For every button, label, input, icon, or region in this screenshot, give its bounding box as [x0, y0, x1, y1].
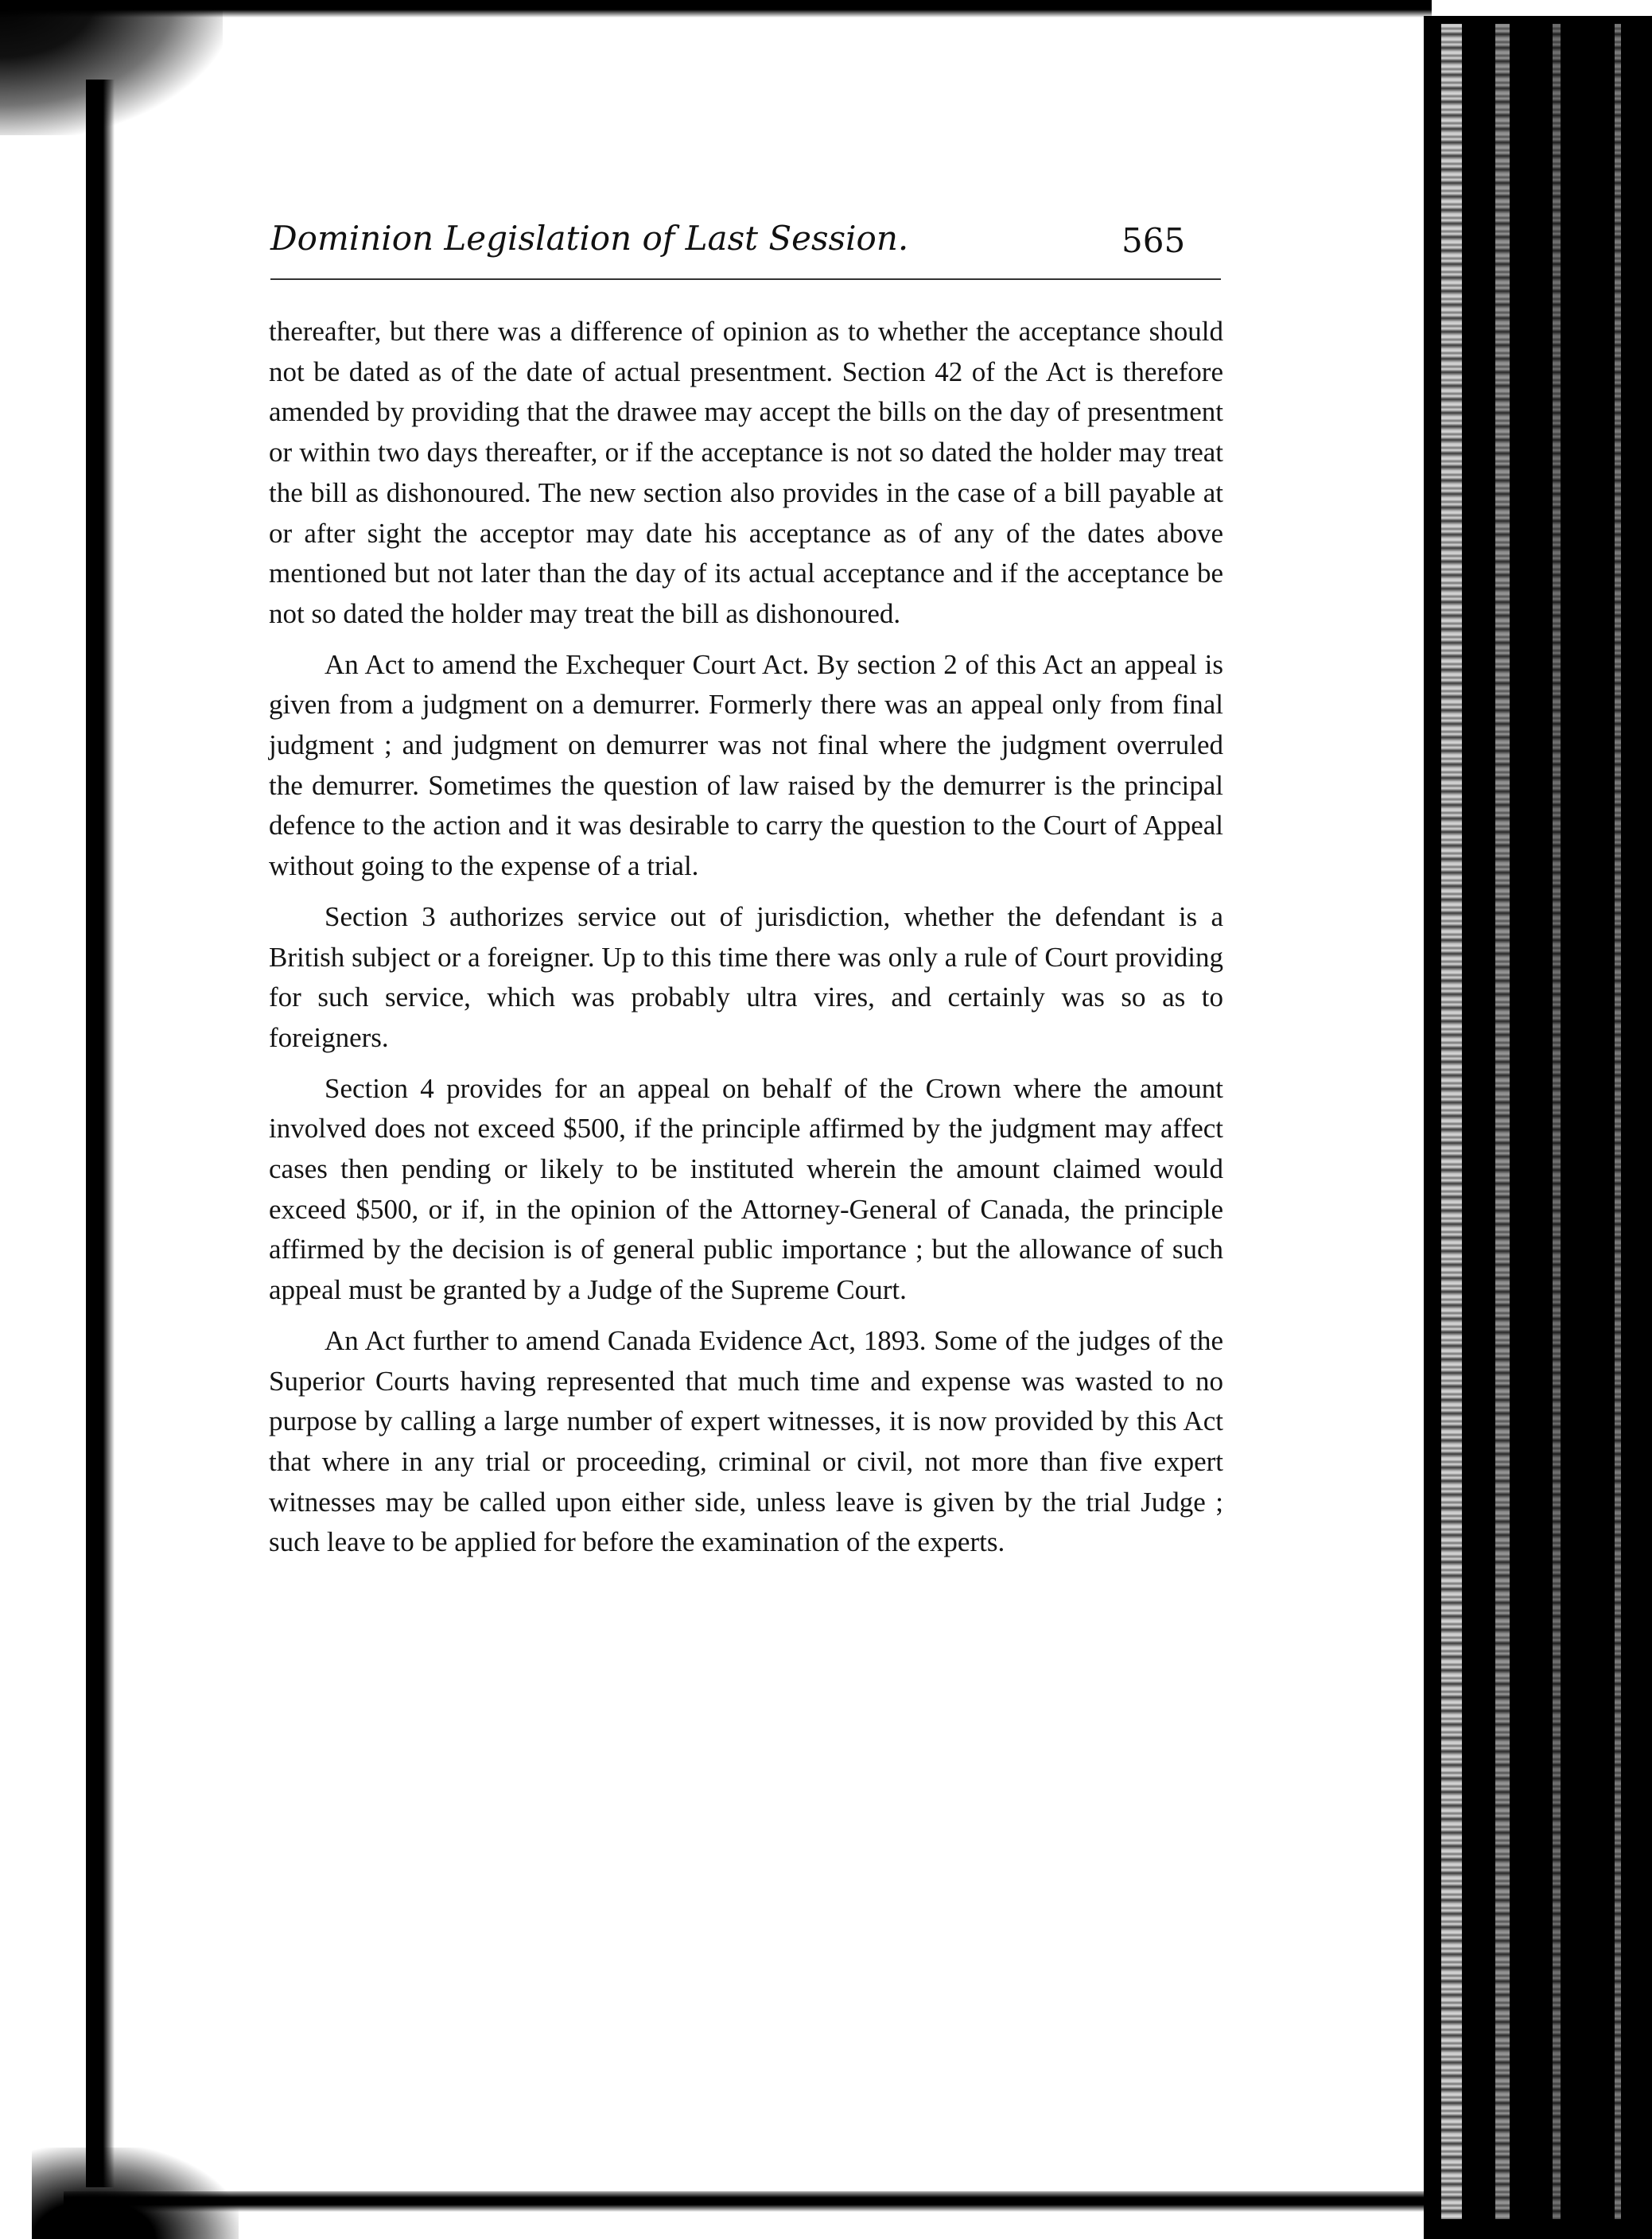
paragraph: Section 3 authorizes service out of jurisdiction, whether the defendant is a British subject or a foreigner. Up to this time there was only a rule of Court providing for such service, which was probably ultra vires, and certainly was so as to foreigners. — [269, 900, 1223, 1053]
paragraph: Section 4 provides for an appeal on behalf of the Crown where the amount involved does not exceed $500, if the principle affirmed by the judgment may affect cases then pending or likely to be instituted wherein the amount claimed would exceed $500, or if, in the opinion of the Attorney-General of Canada, the principle affirmed by the decision is of general public importance ; but the allowance of such appeal must be granted by a Judge of the Supreme Court. — [269, 1072, 1223, 1306]
paragraph: An Act to amend the Exchequer Court Act. By section 2 of this Act an appeal is given from a judgment on a demurrer. Formerly there was an appeal only from final judgment ; and judgment on demurrer was not final where the judgment overruled the demurrer. Sometimes the question of law raised by the demurrer is the principal defence to the action and it was desirable to carry the question to the Court of Appeal without going to the expense of a trial. — [269, 648, 1223, 882]
binding-texture — [1615, 24, 1621, 2219]
page-edge-left — [86, 80, 115, 2187]
binding-texture — [1553, 24, 1561, 2219]
header-rule — [270, 278, 1221, 280]
running-title: Dominion Legislation of Last Session. — [270, 219, 909, 258]
paragraph: An Act further to amend Canada Evidence Act, 1893. Some of the judges of the Superior Courts having represented that much time and expense was wasted to no purpose by calling a large number of expert witnesses, it is now provided by this Act that where in any trial or proceeding, criminal or civil, not more than five expert witnesses may be called upon either side, unless leave is given by the trial Judge ; such leave to be applied for before the examination of the experts. — [269, 1324, 1223, 1558]
page-number: 565 — [1121, 221, 1186, 260]
body-text — [269, 312, 1223, 1573]
binding-texture — [1495, 24, 1510, 2219]
scan-shadow-bottom — [64, 2191, 1456, 2212]
paragraph: thereafter, but there was a difference of opinion as to whether the acceptance should not be dated as of the date of actual presentment. Section 42 of the Act is therefore amended by providing that the drawee may accept the bills on the day of presentment or within two days thereafter, or if the acceptance is not so dated the holder may treat the bill as dishonoured. The new section also provides in the case of a bill payable at or after sight the acceptor may date his acceptance as of any of the dates above mentioned but not later than the day of its actual acceptance and if the acceptance be not so dated the holder may treat the bill as dishonoured. — [269, 316, 1223, 629]
binding-texture — [1441, 24, 1462, 2219]
scan-shadow-top — [0, 0, 1432, 17]
